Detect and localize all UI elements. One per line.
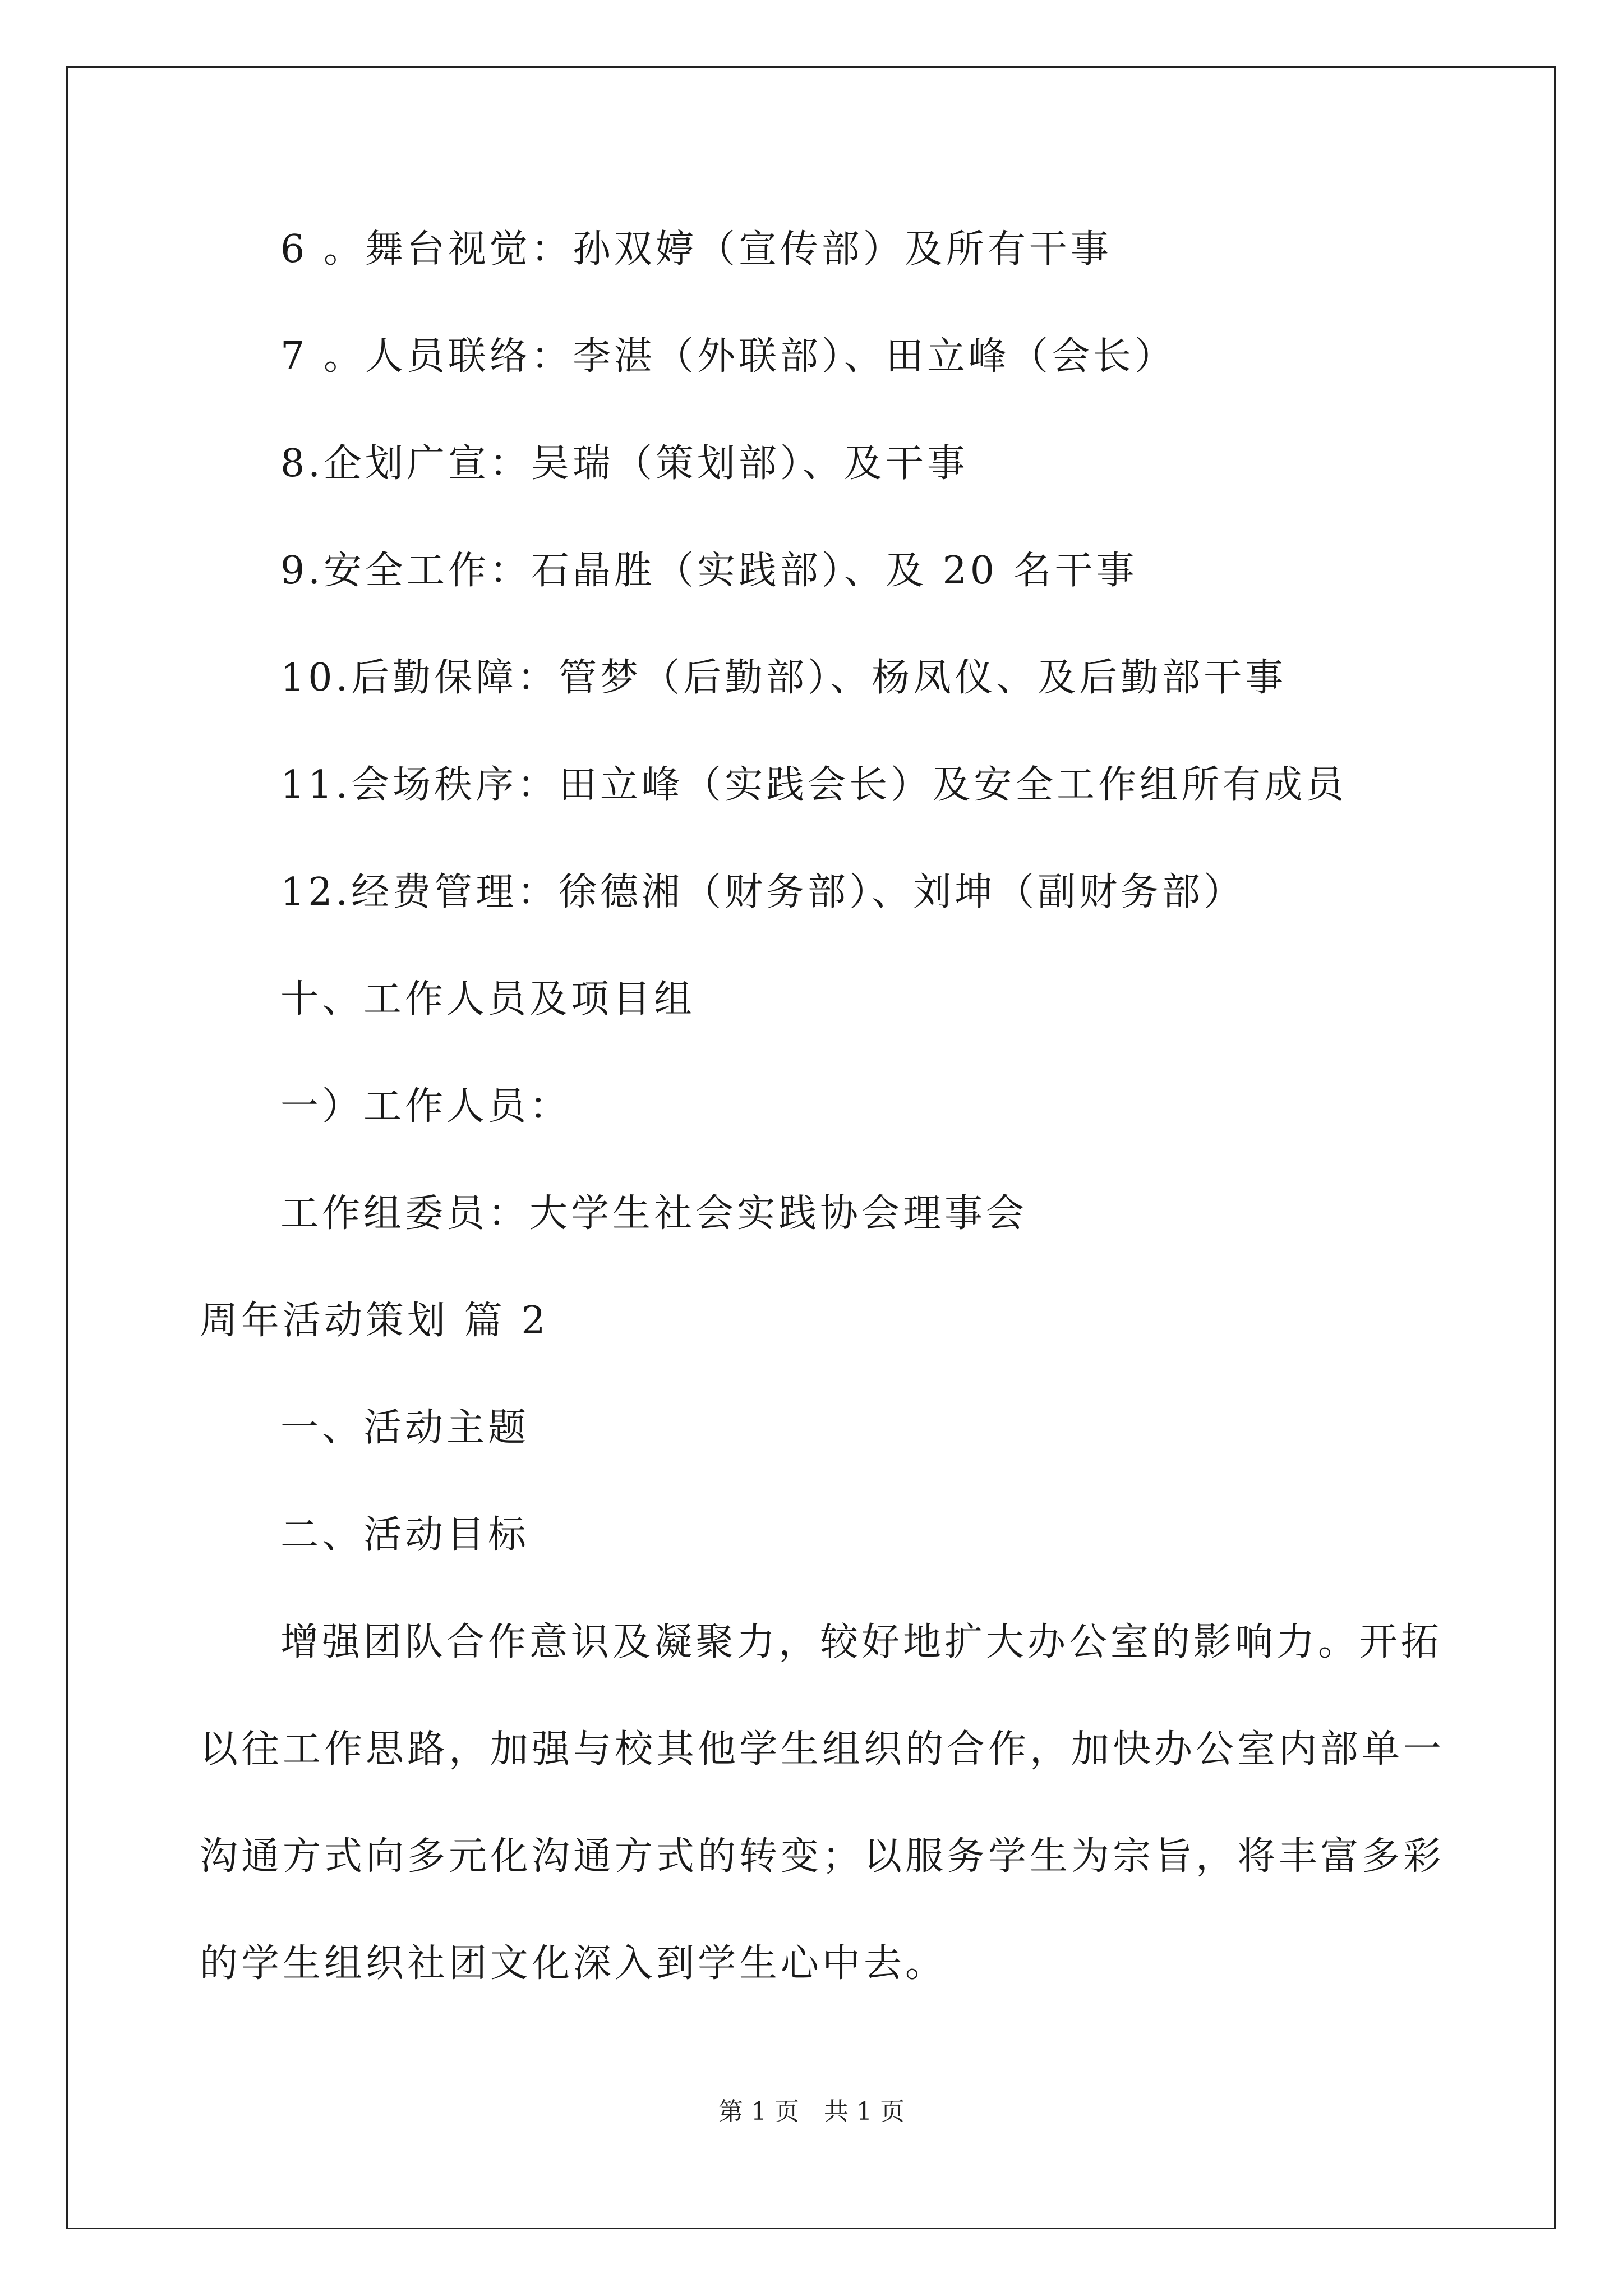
list-item: 11.会场秩序：田立峰（实践会长）及安全工作组所有成员 bbox=[280, 763, 1348, 807]
page-footer: 第 1 页 共 1 页 bbox=[718, 2097, 905, 2126]
list-item: 8.企划广宣：吴瑞（策划部）、及干事 bbox=[280, 441, 969, 486]
list-item: 12.经费管理：徐德湘（财务部）、刘坤（副财务部） bbox=[280, 870, 1246, 914]
list-item: 10.后勤保障：管梦（后勤部）、杨凤仪、及后勤部干事 bbox=[280, 656, 1287, 700]
article-title: 周年活动策划 篇 2 bbox=[200, 1299, 549, 1343]
paragraph-line: 增强团队合作意识及凝聚力，较好地扩大办公室的影响力。开拓 bbox=[280, 1620, 1443, 1664]
list-item: 9.安全工作：石晶胜（实践部）、及 20 名干事 bbox=[280, 549, 1138, 593]
section-heading: 十、工作人员及项目组 bbox=[280, 977, 696, 1022]
paragraph-line: 以往工作思路，加强与校其他学生组织的合作，加快办公室内部单一 bbox=[200, 1727, 1445, 1772]
list-item: 6 。舞台视觉：孙双婷（宣传部）及所有干事 bbox=[280, 227, 1112, 272]
paragraph-line: 沟通方式向多元化沟通方式的转变；以服务学生为宗旨，将丰富多彩 bbox=[200, 1834, 1445, 1879]
body-line: 工作组委员：大学生社会实践协会理事会 bbox=[280, 1191, 1028, 1236]
section-heading: 一、活动主题 bbox=[280, 1406, 530, 1450]
sub-heading: 一）工作人员： bbox=[280, 1084, 571, 1129]
page-border bbox=[66, 66, 1556, 2229]
paragraph-line: 的学生组织社团文化深入到学生心中去。 bbox=[200, 1941, 947, 1986]
section-heading: 二、活动目标 bbox=[280, 1513, 530, 1557]
list-item: 7 。人员联络：李湛（外联部）、田立峰（会长） bbox=[280, 334, 1176, 379]
